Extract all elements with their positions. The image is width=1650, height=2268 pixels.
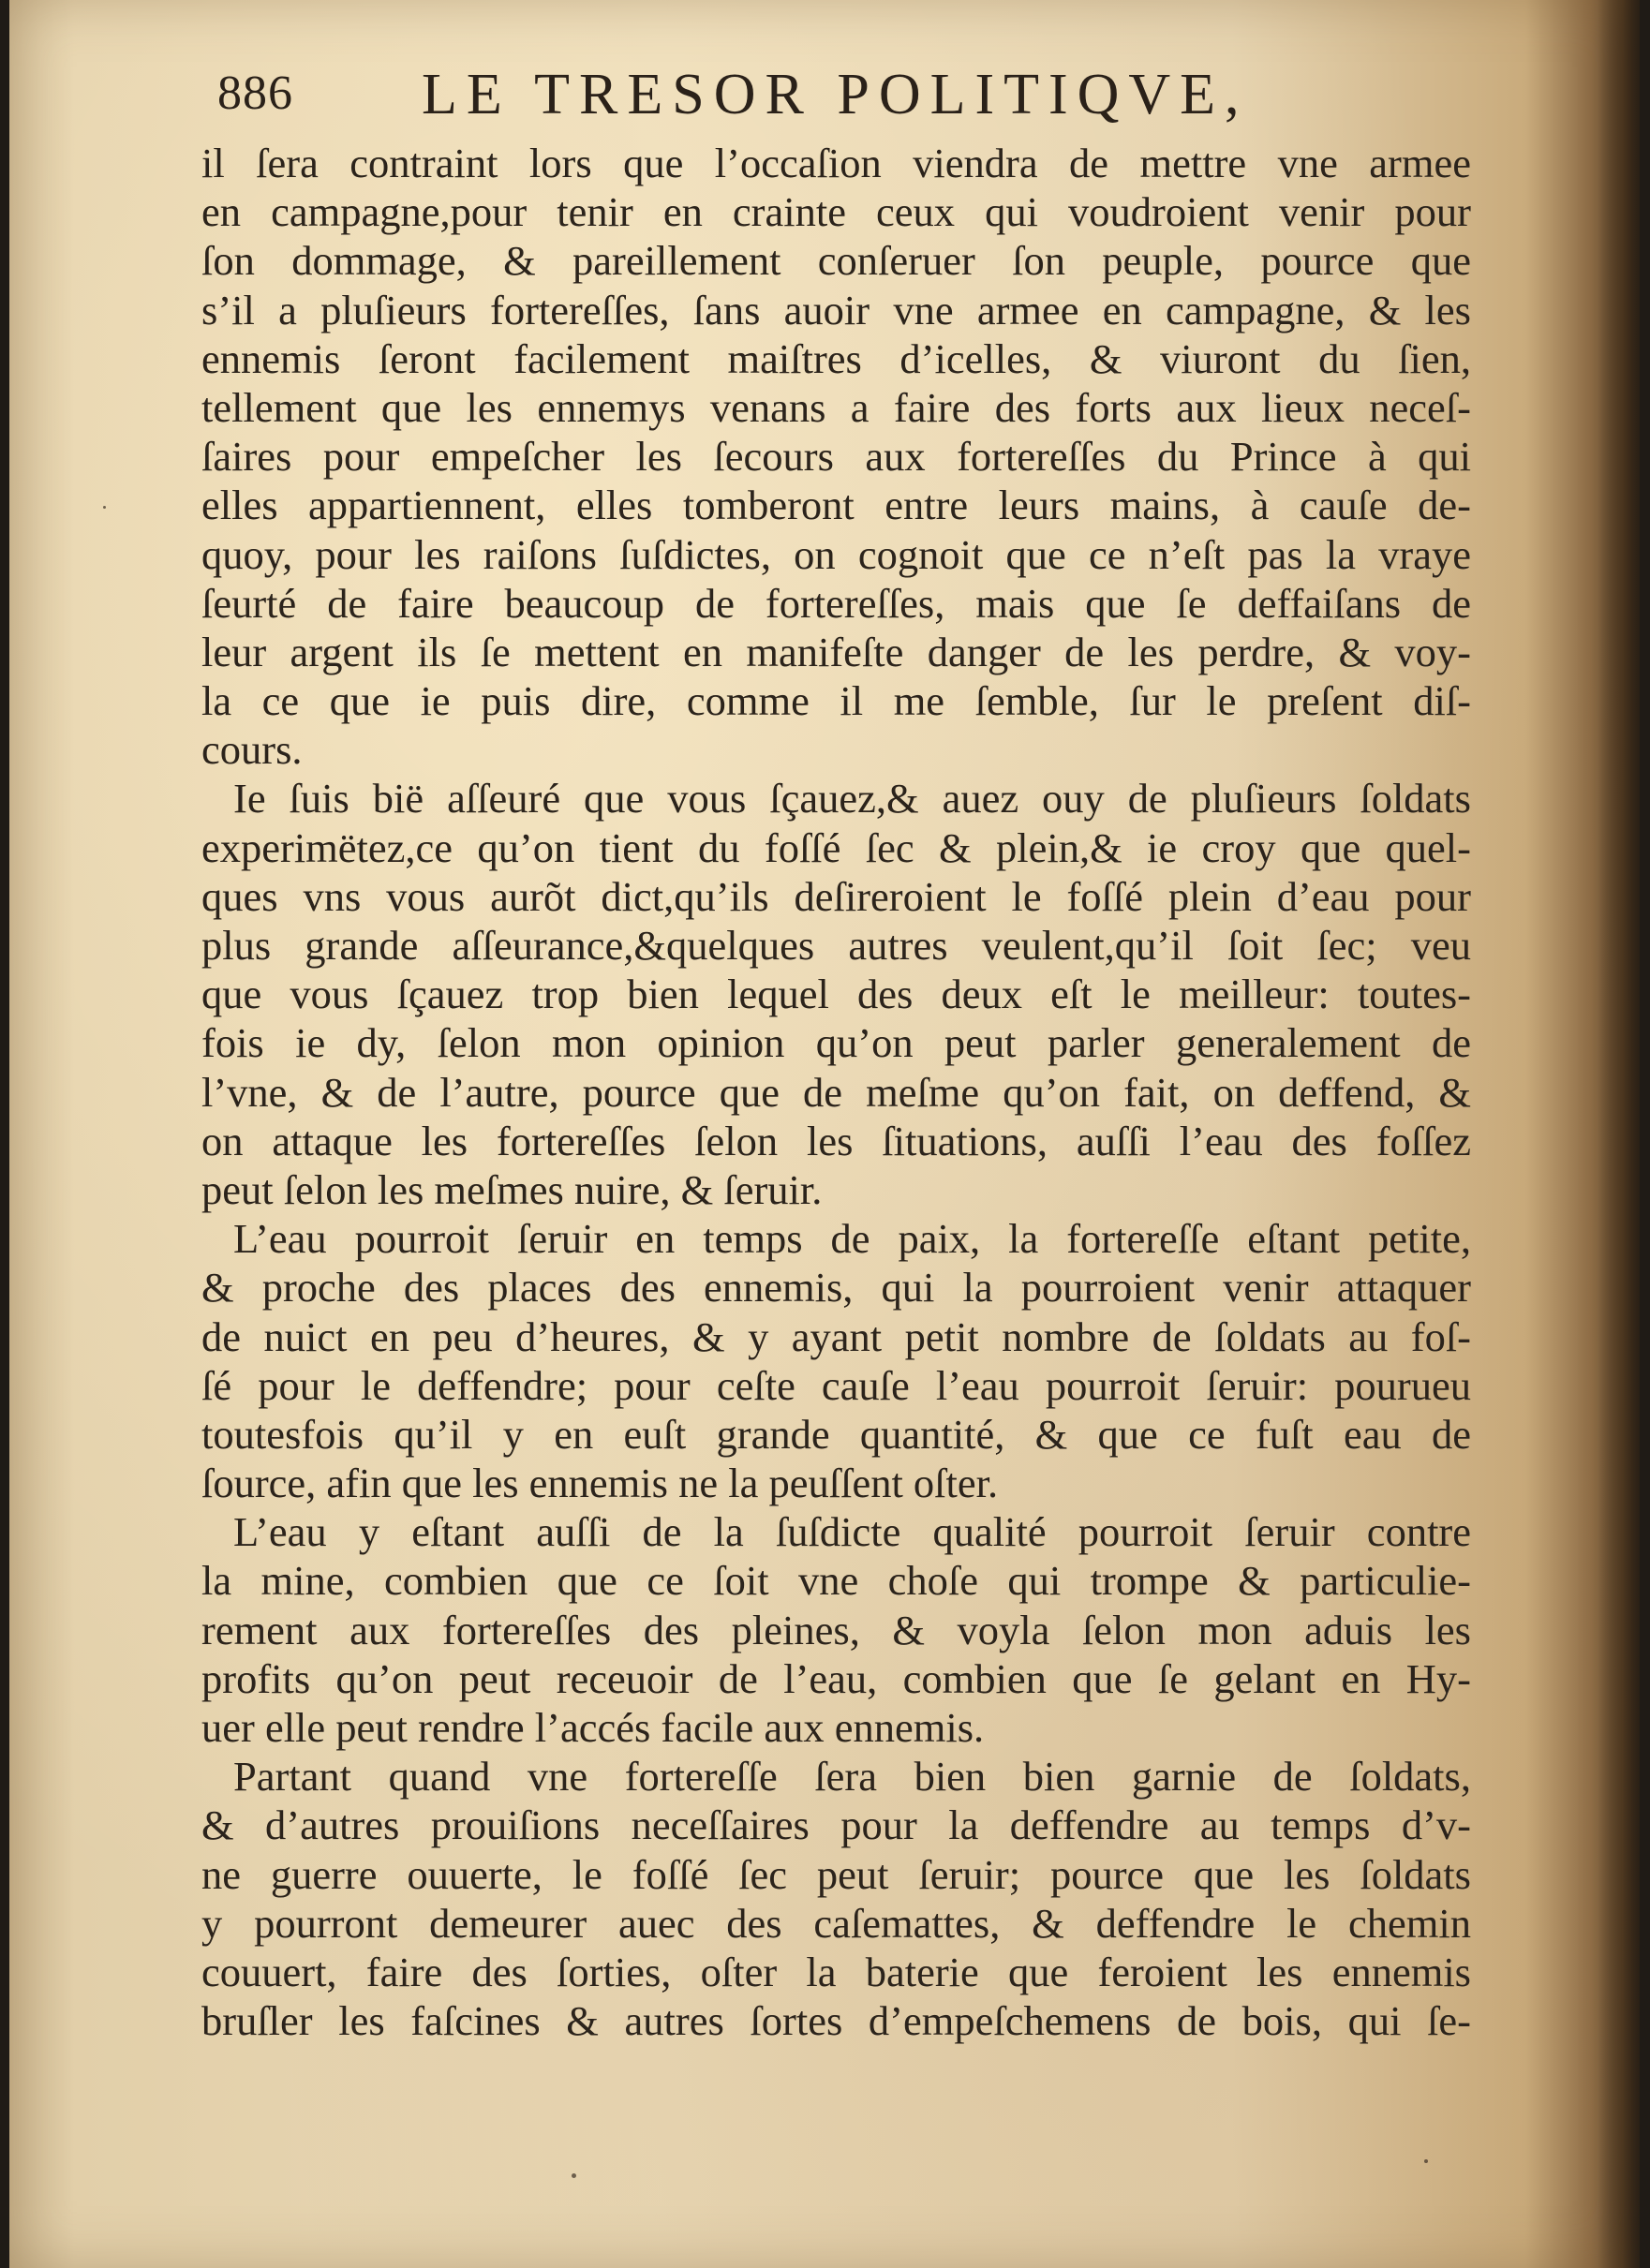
text-line: en campagne,pour tenir en crainte ceux qui voudroient venir pour: [201, 188, 1471, 236]
text-line: uer elle peut rendre l’accés facile aux ennemis.: [201, 1704, 985, 1751]
paragraph-4: [201, 1507, 1471, 1752]
text-line: tellement que les ennemys venans a faire des forts aux lieux neceſ-: [201, 383, 1471, 431]
book-page: [9, 0, 1640, 2268]
text-line: de nuict en peu d’heures, & y ayant petit nombre de ſoldats au foſ-: [201, 1312, 1471, 1360]
text-line: l’vne, & de l’autre, pource que de meſme qu’on fait, on deffend, &: [201, 1068, 1471, 1116]
text-line: L’eau pourroit ſeruir en temps de paix, la fortereſſe eſtant petite,: [233, 1215, 1471, 1263]
text-line: ſon dommage, & pareillement conſeruer ſon peuple, pource que: [201, 237, 1471, 285]
text-line: & proche des places des ennemis, qui la pourroient venir attaquer: [201, 1264, 1471, 1312]
text-line: couuert, faire des ſorties, oſter la baterie que feroient les ennemis: [201, 1948, 1471, 1995]
text-line: ennemis ſeront facilement maiſtres d’icelles, & viuront du ſien,: [201, 334, 1471, 382]
paragraph-5: [201, 1752, 1471, 2045]
text-line: rement aux fortereſſes des pleines, & voyla ſelon mon aduis les: [201, 1606, 1471, 1653]
page-header: [206, 58, 1518, 142]
page-gutter-shadow: [1598, 0, 1640, 2268]
ink-speck: [103, 506, 106, 509]
text-line: ſaires pour empeſcher les ſecours aux fortereſſes du Prince à qui: [201, 433, 1471, 481]
text-line: peut ſelon les meſmes nuire, & ſeruir.: [201, 1165, 823, 1213]
text-line: la mine, combien que ce ſoit vne choſe qui trompe & particulie-: [201, 1557, 1471, 1605]
text-line: ques vns vous aurõt dict,qu’ils deſireroient le foſſé plein d’eau pour: [201, 872, 1471, 920]
text-line: fois ie dy, ſelon mon opinion qu’on peut parler generalement de: [201, 1019, 1471, 1067]
text-line: ſeurté de faire beaucoup de fortereſſes, mais que ſe deffaiſans de: [201, 579, 1471, 627]
text-line: ne guerre ouuerte, le foſſé ſec peut ſeruir; pource que les ſoldats: [201, 1850, 1471, 1898]
ink-speck: [572, 2173, 576, 2178]
text-line: experimëtez,ce qu’on tient du foſſé ſec & plein,& ie croy que quel-: [201, 823, 1471, 871]
paragraph-3: [201, 1214, 1471, 1507]
text-line: y pourront demeurer auec des caſemattes, & deffendre le chemin: [201, 1899, 1471, 1947]
text-line: leur argent ils ſe mettent en manifeſte danger de les perdre, & voy-: [201, 628, 1471, 675]
ink-speck: [1424, 2159, 1428, 2163]
text-line: plus grande aſſeurance,&quelques autres veulent,qu’il ſoit ſec; veu: [201, 922, 1471, 969]
paragraph-1: [201, 139, 1471, 774]
text-line: elles appartiennent, elles tomberont entre leurs mains, à cauſe de-: [201, 482, 1471, 529]
text-line: bruſler les faſcines & autres ſortes d’empeſchemens de bois, qui ſe-: [201, 1997, 1471, 2045]
text-line: la ce que ie puis dire, comme il me ſemble, ſur le preſent diſ-: [201, 677, 1471, 725]
text-line: que vous ſçauez trop bien lequel des deux eſt le meilleur: toutes-: [201, 971, 1471, 1018]
text-line: on attaque les fortereſſes ſelon les ſituations, auſſi l’eau des foſſez: [201, 1117, 1471, 1164]
text-line: Partant quand vne fortereſſe ſera bien bien garnie de ſoldats,: [233, 1753, 1471, 1801]
page-number: 886: [217, 67, 293, 120]
text-line: ſource, afin que les ennemis ne la peuſſent oſter.: [201, 1460, 999, 1507]
paragraph-2: [201, 774, 1471, 1214]
text-line: quoy, pour les raiſons ſuſdictes, on cognoit que ce n’eſt pas la vraye: [201, 530, 1471, 578]
text-line: il ſera contraint lors que l’occaſion viendra de mettre vne armee: [201, 140, 1471, 186]
text-line: & d’autres prouiſions neceſſaires pour la deffendre au temps d’v-: [201, 1801, 1471, 1849]
text-line: L’eau y eſtant auſſi de la ſuſdicte qualité pourroit ſeruir contre: [233, 1508, 1471, 1556]
text-line: profits qu’on peut receuoir de l’eau, combien que ſe gelant en Hy-: [201, 1654, 1471, 1702]
text-line: toutesfois qu’il y en euſt grande quantité, & que ce fuſt eau de: [201, 1410, 1471, 1458]
text-line: cours.: [201, 726, 303, 774]
body-text: [201, 139, 1471, 2045]
text-line: Ie ſuis bië aſſeuré que vous ſçauez,& auez ouy de pluſieurs ſoldats: [233, 775, 1471, 823]
text-line: s’il a pluſieurs fortereſſes, ſans auoir vne armee en campagne, & les: [201, 286, 1471, 334]
text-line: ſé pour le deffendre; pour ceſte cauſe l’eau pourroit ſeruir: pourueu: [201, 1361, 1471, 1409]
running-title: LE TRESOR POLITIQVE,: [422, 63, 1249, 126]
